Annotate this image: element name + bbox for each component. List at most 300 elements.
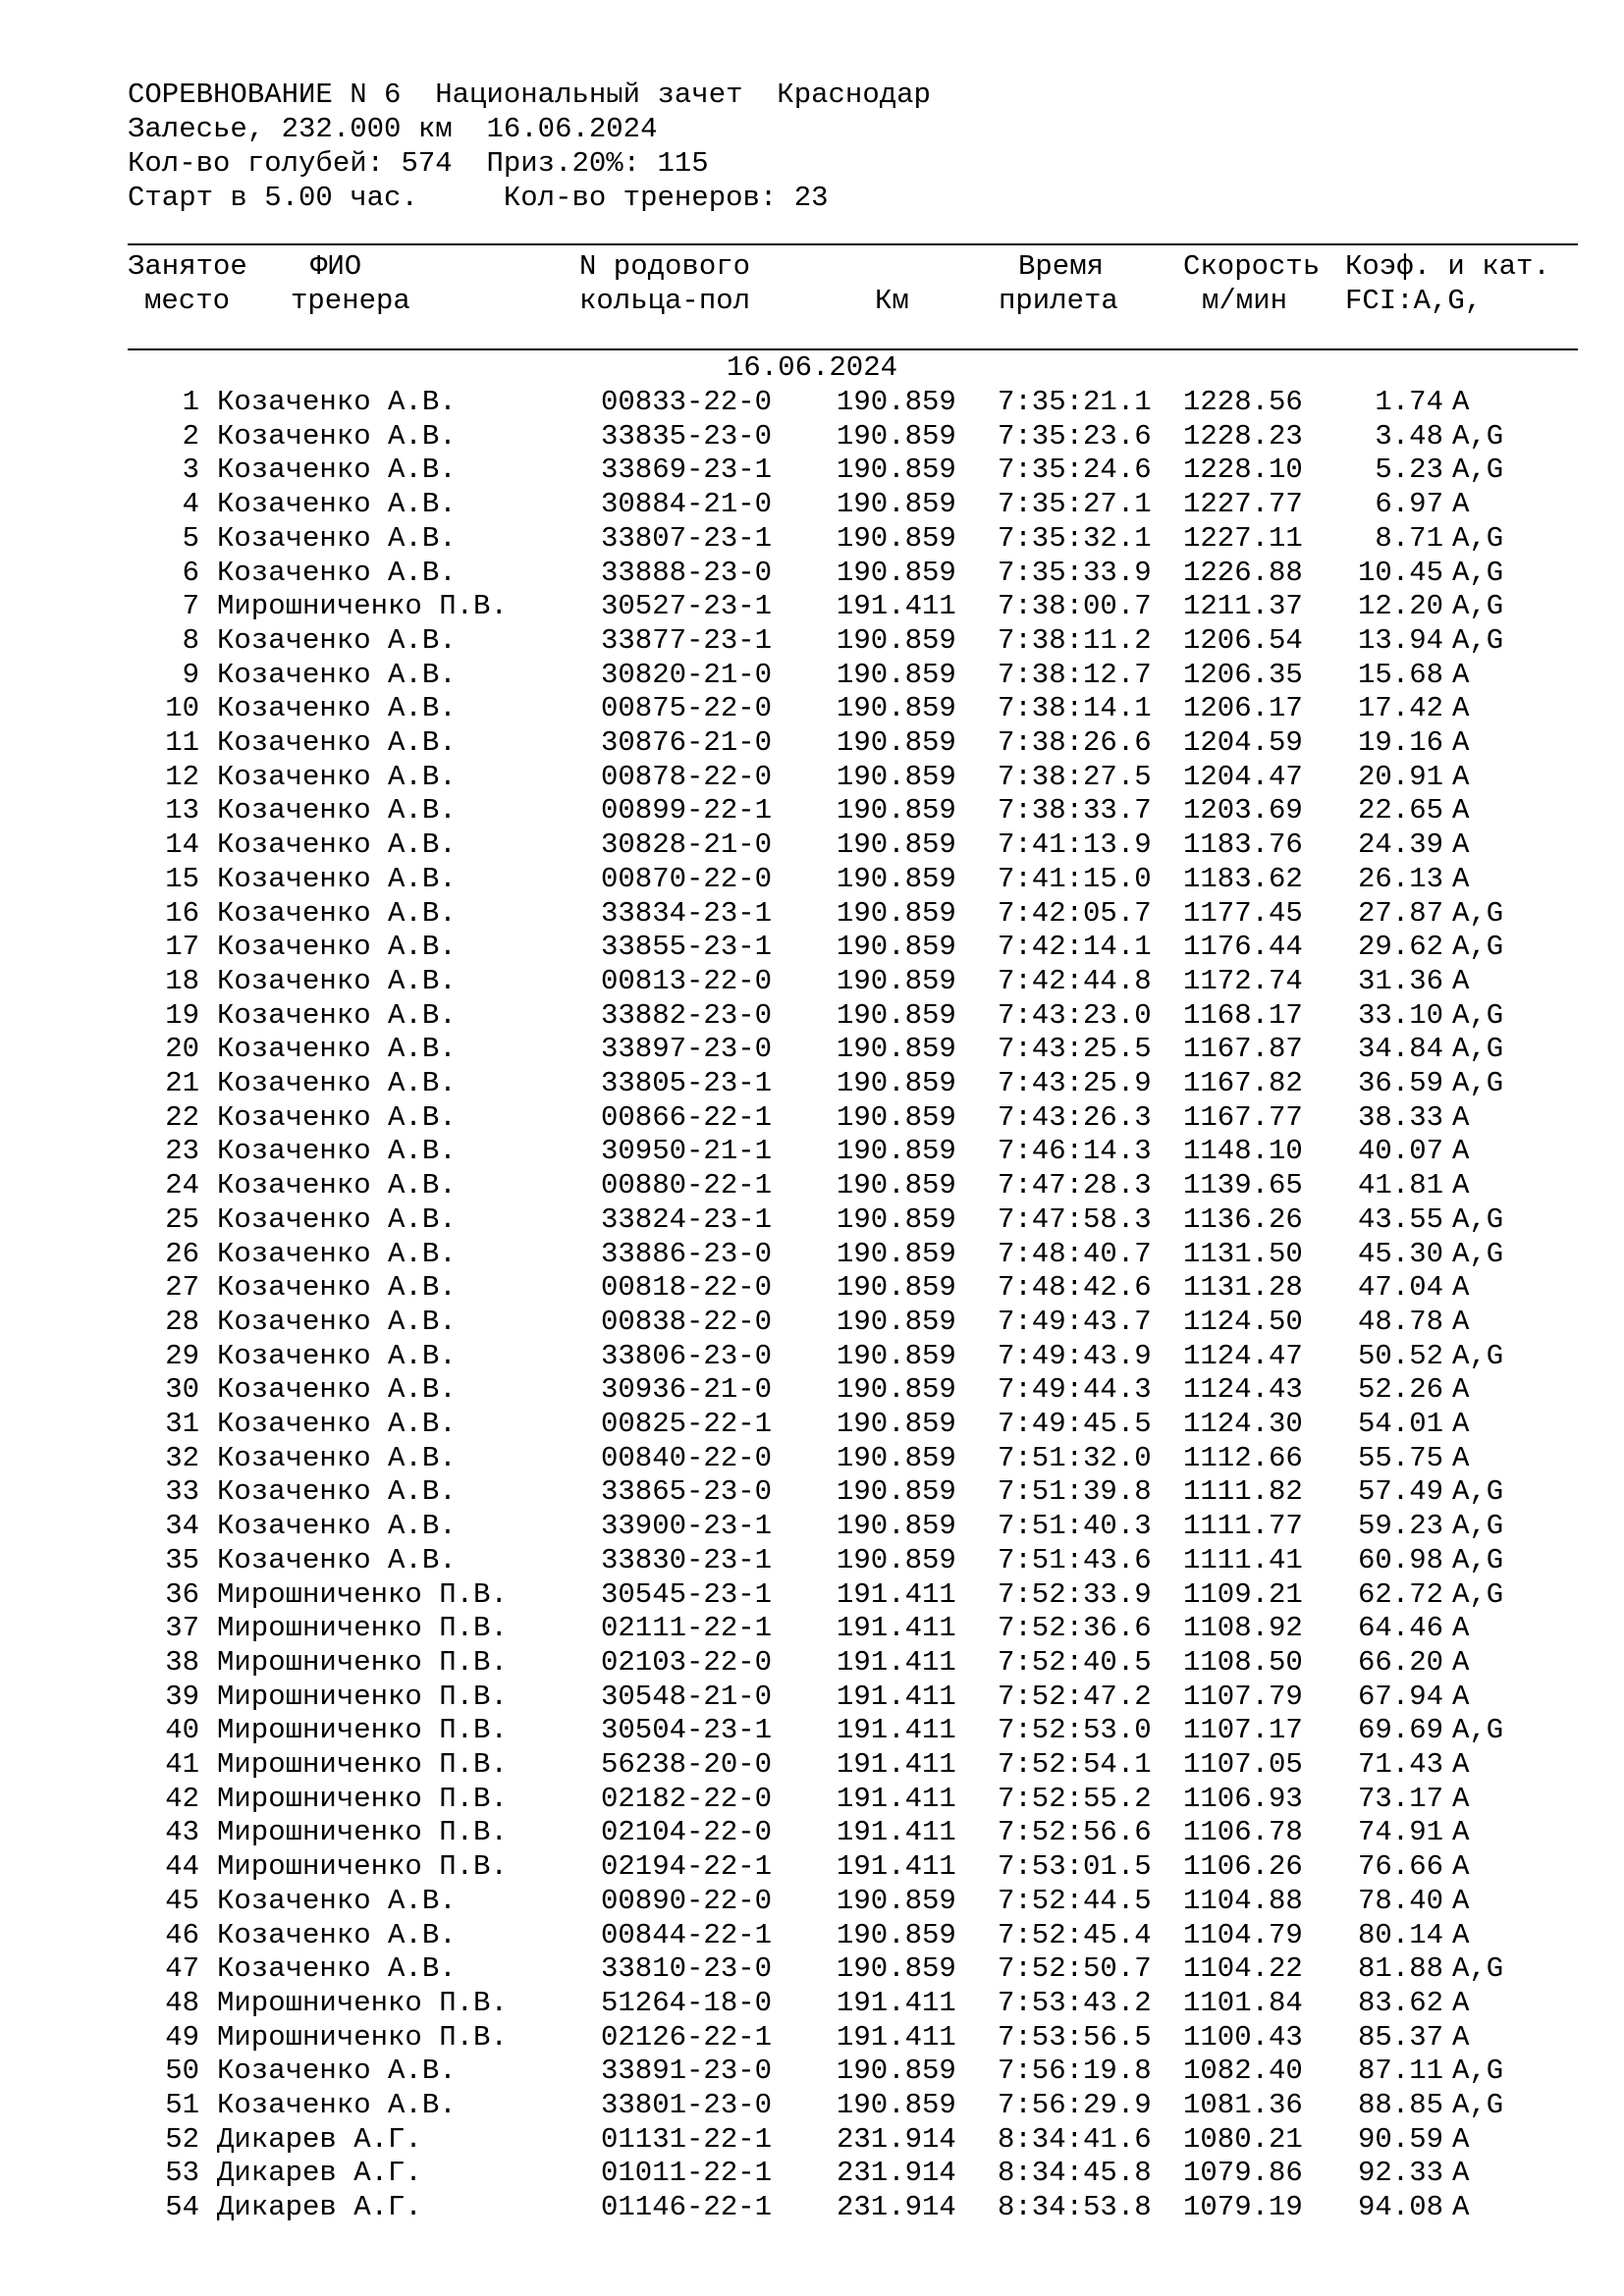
arrival-time-cell: 7:52:56.6 xyxy=(998,1816,1152,1849)
table-row xyxy=(0,589,1624,623)
place-cell: 15 xyxy=(165,862,199,895)
coefficient-cell: 90.59 xyxy=(1357,2122,1443,2156)
ring-number-cell: 02103-22-0 xyxy=(601,1645,773,1679)
ring-number-cell: 33900-23-1 xyxy=(601,1510,773,1543)
ring-number-cell: 00818-22-0 xyxy=(601,1271,773,1305)
speed-cell: 1228.56 xyxy=(1183,386,1303,418)
distance-km-cell: 191.411 xyxy=(837,1850,956,1884)
ring-number-cell: 33835-23-0 xyxy=(601,419,773,453)
speed-cell: 1111.41 xyxy=(1183,1543,1303,1576)
place-cell: 43 xyxy=(165,1816,199,1849)
trainer-name-cell: Козаченко А.В. xyxy=(217,1475,457,1509)
speed-cell: 1177.45 xyxy=(1183,896,1303,930)
trainer-name-cell: Козаченко А.В. xyxy=(217,726,457,759)
table-row xyxy=(0,1986,1624,2020)
ring-number-cell: 33888-23-0 xyxy=(601,556,773,589)
place-cell: 41 xyxy=(165,1748,199,1781)
ring-number-cell: 02111-22-1 xyxy=(601,1612,773,1645)
trainer-name-cell: Мирошниченко П.В. xyxy=(217,1577,508,1611)
trainer-name-cell: Козаченко А.В. xyxy=(217,419,457,453)
place-cell: 25 xyxy=(165,1202,199,1236)
category-cell: A,G xyxy=(1452,454,1504,487)
arrival-time-cell: 7:43:25.9 xyxy=(998,1067,1152,1099)
speed-cell: 1131.50 xyxy=(1183,1237,1303,1270)
place-cell: 48 xyxy=(165,1986,199,2019)
coefficient-cell: 67.94 xyxy=(1357,1680,1443,1713)
ring-number-cell: 00844-22-1 xyxy=(601,1918,773,1951)
ring-number-cell: 30548-21-0 xyxy=(601,1680,773,1713)
table-row xyxy=(0,2088,1624,2122)
trainer-name-cell: Козаченко А.В. xyxy=(217,1169,457,1202)
category-cell: A xyxy=(1452,1680,1470,1713)
category-cell: A xyxy=(1452,692,1470,725)
trainer-name-cell: Козаченко А.В. xyxy=(217,488,457,521)
pigeon-count-line: Кол-во голубей: 574 Приз.20%: 115 xyxy=(128,147,709,180)
speed-cell: 1211.37 xyxy=(1183,590,1303,623)
place-cell: 53 xyxy=(165,2157,199,2190)
category-cell: A xyxy=(1452,1986,1470,2019)
arrival-time-cell: 7:53:56.5 xyxy=(998,2020,1152,2054)
place-cell: 9 xyxy=(182,658,199,691)
arrival-time-cell: 7:35:32.1 xyxy=(998,521,1152,555)
place-cell: 47 xyxy=(165,1952,199,1986)
distance-km-cell: 191.411 xyxy=(837,1782,956,1815)
arrival-time-cell: 7:51:32.0 xyxy=(998,1441,1152,1474)
speed-cell: 1148.10 xyxy=(1183,1135,1303,1168)
header-km: Км xyxy=(875,285,909,317)
table-row xyxy=(0,760,1624,794)
distance-km-cell: 190.859 xyxy=(837,1067,956,1099)
trainer-name-cell: Козаченко А.В. xyxy=(217,2055,457,2088)
place-cell: 34 xyxy=(165,1510,199,1543)
table-row xyxy=(0,1747,1624,1782)
distance-km-cell: 231.914 xyxy=(837,2157,956,2190)
place-cell: 1 xyxy=(182,386,199,418)
coefficient-cell: 69.69 xyxy=(1357,1714,1443,1747)
ring-number-cell: 30828-21-0 xyxy=(601,828,773,862)
distance-km-cell: 231.914 xyxy=(837,2122,956,2156)
speed-cell: 1227.77 xyxy=(1183,488,1303,521)
ring-number-cell: 30936-21-0 xyxy=(601,1373,773,1407)
place-cell: 44 xyxy=(165,1850,199,1884)
table-row xyxy=(0,2190,1624,2224)
table-row xyxy=(0,1611,1624,1645)
arrival-time-cell: 7:49:43.9 xyxy=(998,1339,1152,1372)
speed-cell: 1131.28 xyxy=(1183,1271,1303,1305)
arrival-time-cell: 7:56:19.8 xyxy=(998,2055,1152,2088)
speed-cell: 1167.82 xyxy=(1183,1067,1303,1099)
place-cell: 40 xyxy=(165,1714,199,1747)
speed-cell: 1203.69 xyxy=(1183,794,1303,828)
place-cell: 27 xyxy=(165,1271,199,1305)
category-cell: A xyxy=(1452,2191,1470,2224)
arrival-time-cell: 7:43:23.0 xyxy=(998,998,1152,1032)
category-cell: A,G xyxy=(1452,623,1504,657)
place-cell: 50 xyxy=(165,2055,199,2088)
trainer-name-cell: Козаченко А.В. xyxy=(217,1100,457,1134)
trainer-name-cell: Мирошниченко П.В. xyxy=(217,590,508,623)
speed-cell: 1107.79 xyxy=(1183,1680,1303,1713)
place-cell: 28 xyxy=(165,1305,199,1338)
header-coef-2: FCI:A,G, xyxy=(1345,285,1483,317)
distance-km-cell: 191.411 xyxy=(837,2020,956,2054)
category-cell: A xyxy=(1452,726,1470,759)
place-cell: 22 xyxy=(165,1100,199,1134)
coefficient-cell: 62.72 xyxy=(1357,1577,1443,1611)
category-cell: A xyxy=(1452,386,1470,418)
ring-number-cell: 30545-23-1 xyxy=(601,1577,773,1611)
speed-cell: 1081.36 xyxy=(1183,2089,1303,2121)
ring-number-cell: 33882-23-0 xyxy=(601,998,773,1032)
trainer-name-cell: Козаченко А.В. xyxy=(217,623,457,657)
place-cell: 35 xyxy=(165,1543,199,1576)
distance-km-cell: 190.859 xyxy=(837,1952,956,1986)
speed-cell: 1108.50 xyxy=(1183,1645,1303,1679)
trainer-name-cell: Козаченко А.В. xyxy=(217,1305,457,1338)
coefficient-cell: 31.36 xyxy=(1357,964,1443,997)
trainer-name-cell: Мирошниченко П.В. xyxy=(217,2020,508,2054)
header-ring-2: кольца-пол xyxy=(579,285,751,317)
category-cell: A xyxy=(1452,1441,1470,1474)
table-row xyxy=(0,964,1624,998)
header-ring-1: N родового xyxy=(579,250,751,283)
speed-cell: 1124.50 xyxy=(1183,1305,1303,1338)
arrival-time-cell: 7:42:44.8 xyxy=(998,964,1152,997)
place-cell: 45 xyxy=(165,1884,199,1917)
trainer-name-cell: Козаченко А.В. xyxy=(217,1510,457,1543)
table-row xyxy=(0,998,1624,1033)
speed-cell: 1124.30 xyxy=(1183,1408,1303,1440)
coefficient-cell: 60.98 xyxy=(1357,1543,1443,1576)
table-row xyxy=(0,1237,1624,1271)
place-cell: 4 xyxy=(182,488,199,521)
arrival-time-cell: 7:38:33.7 xyxy=(998,794,1152,828)
trainer-name-cell: Козаченко А.В. xyxy=(217,1441,457,1474)
speed-cell: 1172.74 xyxy=(1183,964,1303,997)
coefficient-cell: 55.75 xyxy=(1357,1441,1443,1474)
table-row xyxy=(0,2020,1624,2055)
table-row xyxy=(0,453,1624,487)
ring-number-cell: 30820-21-0 xyxy=(601,658,773,691)
arrival-time-cell: 7:42:14.1 xyxy=(998,931,1152,964)
speed-cell: 1080.21 xyxy=(1183,2122,1303,2156)
category-cell: A,G xyxy=(1452,1714,1504,1747)
table-row xyxy=(0,1509,1624,1543)
distance-km-cell: 191.411 xyxy=(837,1612,956,1645)
coefficient-cell: 64.46 xyxy=(1357,1612,1443,1645)
trainer-name-cell: Козаченко А.В. xyxy=(217,2089,457,2121)
ring-number-cell: 33830-23-1 xyxy=(601,1543,773,1576)
category-cell: A,G xyxy=(1452,1510,1504,1543)
speed-cell: 1183.62 xyxy=(1183,862,1303,895)
arrival-time-cell: 7:48:40.7 xyxy=(998,1237,1152,1270)
table-row xyxy=(0,1884,1624,1918)
table-row xyxy=(0,2156,1624,2190)
distance-km-cell: 190.859 xyxy=(837,1237,956,1270)
category-cell: A,G xyxy=(1452,1952,1504,1986)
coefficient-cell: 1.74 xyxy=(1375,386,1443,418)
ring-number-cell: 00880-22-1 xyxy=(601,1169,773,1202)
trainer-name-cell: Козаченко А.В. xyxy=(217,1271,457,1305)
distance-km-cell: 191.411 xyxy=(837,1577,956,1611)
coefficient-cell: 38.33 xyxy=(1357,1100,1443,1134)
ring-number-cell: 00838-22-0 xyxy=(601,1305,773,1338)
trainer-name-cell: Козаченко А.В. xyxy=(217,760,457,793)
place-cell: 6 xyxy=(182,556,199,589)
category-cell: A xyxy=(1452,488,1470,521)
speed-cell: 1107.17 xyxy=(1183,1714,1303,1747)
category-cell: A xyxy=(1452,1100,1470,1134)
speed-cell: 1107.05 xyxy=(1183,1748,1303,1781)
table-row xyxy=(0,725,1624,760)
trainer-name-cell: Мирошниченко П.В. xyxy=(217,1680,508,1713)
trainer-name-cell: Козаченко А.В. xyxy=(217,1202,457,1236)
table-row xyxy=(0,1680,1624,1714)
table-row xyxy=(0,385,1624,419)
coefficient-cell: 47.04 xyxy=(1357,1271,1443,1305)
speed-cell: 1079.86 xyxy=(1183,2157,1303,2190)
category-cell: A xyxy=(1452,1850,1470,1884)
distance-km-cell: 190.859 xyxy=(837,1100,956,1134)
distance-km-cell: 190.859 xyxy=(837,419,956,453)
place-cell: 23 xyxy=(165,1135,199,1168)
place-cell: 8 xyxy=(182,623,199,657)
distance-km-cell: 190.859 xyxy=(837,386,956,418)
trainer-name-cell: Козаченко А.В. xyxy=(217,828,457,862)
arrival-time-cell: 7:38:27.5 xyxy=(998,760,1152,793)
arrival-time-cell: 7:38:12.7 xyxy=(998,658,1152,691)
coefficient-cell: 54.01 xyxy=(1357,1408,1443,1440)
trainer-name-cell: Козаченко А.В. xyxy=(217,1067,457,1099)
distance-km-cell: 191.411 xyxy=(837,1986,956,2019)
coefficient-cell: 71.43 xyxy=(1357,1748,1443,1781)
trainer-name-cell: Козаченко А.В. xyxy=(217,1952,457,1986)
distance-km-cell: 190.859 xyxy=(837,1135,956,1168)
coefficient-cell: 83.62 xyxy=(1357,1986,1443,2019)
distance-km-cell: 190.859 xyxy=(837,1543,956,1576)
coefficient-cell: 41.81 xyxy=(1357,1169,1443,1202)
trainer-name-cell: Козаченко А.В. xyxy=(217,896,457,930)
header-place-1: Занятое xyxy=(128,250,247,283)
trainer-name-cell: Козаченко А.В. xyxy=(217,1339,457,1372)
coefficient-cell: 94.08 xyxy=(1357,2191,1443,2224)
speed-cell: 1106.93 xyxy=(1183,1782,1303,1815)
category-cell: A,G xyxy=(1452,1033,1504,1066)
speed-cell: 1112.66 xyxy=(1183,1441,1303,1474)
trainer-name-cell: Дикарев А.Г. xyxy=(217,2122,422,2156)
coefficient-cell: 27.87 xyxy=(1357,896,1443,930)
speed-cell: 1228.23 xyxy=(1183,419,1303,453)
trainer-name-cell: Козаченко А.В. xyxy=(217,658,457,691)
table-row xyxy=(0,1202,1624,1237)
coefficient-cell: 73.17 xyxy=(1357,1782,1443,1815)
table-row xyxy=(0,521,1624,556)
speed-cell: 1104.22 xyxy=(1183,1952,1303,1986)
table-row xyxy=(0,1032,1624,1066)
distance-km-cell: 231.914 xyxy=(837,2191,956,2224)
ring-number-cell: 02104-22-0 xyxy=(601,1816,773,1849)
place-cell: 21 xyxy=(165,1067,199,1099)
distance-km-cell: 190.859 xyxy=(837,1339,956,1372)
table-row xyxy=(0,1270,1624,1305)
arrival-time-cell: 7:46:14.3 xyxy=(998,1135,1152,1168)
distance-km-cell: 191.411 xyxy=(837,1680,956,1713)
speed-cell: 1139.65 xyxy=(1183,1169,1303,1202)
coefficient-cell: 10.45 xyxy=(1357,556,1443,589)
arrival-time-cell: 7:53:01.5 xyxy=(998,1850,1152,1884)
place-cell: 13 xyxy=(165,794,199,828)
place-cell: 14 xyxy=(165,828,199,862)
ring-number-cell: 33807-23-1 xyxy=(601,521,773,555)
ring-number-cell: 30504-23-1 xyxy=(601,1714,773,1747)
speed-cell: 1227.11 xyxy=(1183,521,1303,555)
arrival-time-cell: 7:52:53.0 xyxy=(998,1714,1152,1747)
table-row xyxy=(0,1407,1624,1441)
table-row xyxy=(0,2054,1624,2088)
distance-km-cell: 190.859 xyxy=(837,794,956,828)
category-cell: A,G xyxy=(1452,590,1504,623)
ring-number-cell: 01146-22-1 xyxy=(601,2191,773,2224)
coefficient-cell: 66.20 xyxy=(1357,1645,1443,1679)
arrival-time-cell: 7:35:33.9 xyxy=(998,556,1152,589)
category-cell: A xyxy=(1452,1884,1470,1917)
arrival-time-cell: 7:38:00.7 xyxy=(998,590,1152,623)
table-row xyxy=(0,793,1624,828)
category-cell: A,G xyxy=(1452,896,1504,930)
coefficient-cell: 76.66 xyxy=(1357,1850,1443,1884)
speed-cell: 1106.78 xyxy=(1183,1816,1303,1849)
arrival-time-cell: 7:52:47.2 xyxy=(998,1680,1152,1713)
category-cell: A xyxy=(1452,1816,1470,1849)
header-name-1: ФИО xyxy=(310,250,362,283)
coefficient-cell: 45.30 xyxy=(1357,1237,1443,1270)
trainer-name-cell: Козаченко А.В. xyxy=(217,386,457,418)
trainer-name-cell: Дикарев А.Г. xyxy=(217,2157,422,2190)
category-cell: A xyxy=(1452,1612,1470,1645)
distance-km-cell: 190.859 xyxy=(837,623,956,657)
arrival-time-cell: 7:43:26.3 xyxy=(998,1100,1152,1134)
arrival-time-cell: 7:38:26.6 xyxy=(998,726,1152,759)
release-point-line: Залесье, 232.000 км 16.06.2024 xyxy=(128,113,658,145)
speed-cell: 1108.92 xyxy=(1183,1612,1303,1645)
speed-cell: 1104.79 xyxy=(1183,1918,1303,1951)
place-cell: 11 xyxy=(165,726,199,759)
trainer-name-cell: Козаченко А.В. xyxy=(217,1408,457,1440)
header-time-2: прилета xyxy=(999,285,1118,317)
trainer-name-cell: Мирошниченко П.В. xyxy=(217,1645,508,1679)
ring-number-cell: 30876-21-0 xyxy=(601,726,773,759)
category-cell: A xyxy=(1452,2020,1470,2054)
distance-km-cell: 190.859 xyxy=(837,454,956,487)
speed-cell: 1124.47 xyxy=(1183,1339,1303,1372)
trainer-name-cell: Козаченко А.В. xyxy=(217,1237,457,1270)
place-cell: 16 xyxy=(165,896,199,930)
place-cell: 20 xyxy=(165,1033,199,1066)
distance-km-cell: 190.859 xyxy=(837,998,956,1032)
distance-km-cell: 191.411 xyxy=(837,1645,956,1679)
arrival-time-cell: 7:51:39.8 xyxy=(998,1475,1152,1509)
speed-cell: 1183.76 xyxy=(1183,828,1303,862)
trainer-name-cell: Дикарев А.Г. xyxy=(217,2191,422,2224)
category-cell: A xyxy=(1452,828,1470,862)
table-row xyxy=(0,1782,1624,1816)
trainer-name-cell: Козаченко А.В. xyxy=(217,1135,457,1168)
trainer-name-cell: Козаченко А.В. xyxy=(217,794,457,828)
distance-km-cell: 190.859 xyxy=(837,828,956,862)
speed-cell: 1101.84 xyxy=(1183,1986,1303,2019)
place-cell: 38 xyxy=(165,1645,199,1679)
table-row xyxy=(0,1645,1624,1680)
ring-number-cell: 33855-23-1 xyxy=(601,931,773,964)
arrival-time-cell: 8:34:53.8 xyxy=(998,2191,1152,2224)
arrival-time-cell: 7:43:25.5 xyxy=(998,1033,1152,1066)
place-cell: 32 xyxy=(165,1441,199,1474)
coefficient-cell: 43.55 xyxy=(1357,1202,1443,1236)
distance-km-cell: 190.859 xyxy=(837,1033,956,1066)
arrival-time-cell: 7:35:21.1 xyxy=(998,386,1152,418)
competition-title: СОРЕВНОВАНИЕ N 6 Национальный зачет Краснодар xyxy=(128,79,931,111)
ring-number-cell: 30527-23-1 xyxy=(601,590,773,623)
category-cell: A xyxy=(1452,794,1470,828)
speed-cell: 1204.47 xyxy=(1183,760,1303,793)
category-cell: A,G xyxy=(1452,2089,1504,2121)
ring-number-cell: 00813-22-0 xyxy=(601,964,773,997)
category-cell: A,G xyxy=(1452,2055,1504,2088)
category-cell: A xyxy=(1452,760,1470,793)
table-row xyxy=(0,1918,1624,1952)
arrival-time-cell: 7:52:44.5 xyxy=(998,1884,1152,1917)
ring-number-cell: 33824-23-1 xyxy=(601,1202,773,1236)
place-cell: 18 xyxy=(165,964,199,997)
place-cell: 30 xyxy=(165,1373,199,1407)
ring-number-cell: 33891-23-0 xyxy=(601,2055,773,2088)
category-cell: A xyxy=(1452,1135,1470,1168)
speed-cell: 1228.10 xyxy=(1183,454,1303,487)
category-cell: A,G xyxy=(1452,931,1504,964)
coefficient-cell: 13.94 xyxy=(1357,623,1443,657)
category-cell: A xyxy=(1452,1918,1470,1951)
trainer-name-cell: Козаченко А.В. xyxy=(217,454,457,487)
arrival-time-cell: 7:49:45.5 xyxy=(998,1408,1152,1440)
speed-cell: 1206.17 xyxy=(1183,692,1303,725)
coefficient-cell: 57.49 xyxy=(1357,1475,1443,1509)
table-row xyxy=(0,1066,1624,1100)
table-row xyxy=(0,828,1624,862)
category-cell: A,G xyxy=(1452,998,1504,1032)
ring-number-cell: 02194-22-1 xyxy=(601,1850,773,1884)
coefficient-cell: 81.88 xyxy=(1357,1952,1443,1986)
arrival-time-cell: 7:49:44.3 xyxy=(998,1373,1152,1407)
ring-number-cell: 00825-22-1 xyxy=(601,1408,773,1440)
header-name-2: тренера xyxy=(291,285,410,317)
header-speed-2: м/мин xyxy=(1202,285,1288,317)
table-row xyxy=(0,1713,1624,1747)
arrival-time-cell: 7:47:58.3 xyxy=(998,1202,1152,1236)
coefficient-cell: 40.07 xyxy=(1357,1135,1443,1168)
category-cell: A xyxy=(1452,1271,1470,1305)
category-cell: A xyxy=(1452,2157,1470,2190)
top-rule xyxy=(128,243,1578,245)
table-row xyxy=(0,1305,1624,1339)
trainer-name-cell: Козаченко А.В. xyxy=(217,931,457,964)
distance-km-cell: 190.859 xyxy=(837,1884,956,1917)
table-row xyxy=(0,623,1624,658)
arrival-time-cell: 7:49:43.7 xyxy=(998,1305,1152,1338)
ring-number-cell: 33869-23-1 xyxy=(601,454,773,487)
place-cell: 46 xyxy=(165,1918,199,1951)
place-cell: 5 xyxy=(182,521,199,555)
table-row xyxy=(0,1168,1624,1202)
